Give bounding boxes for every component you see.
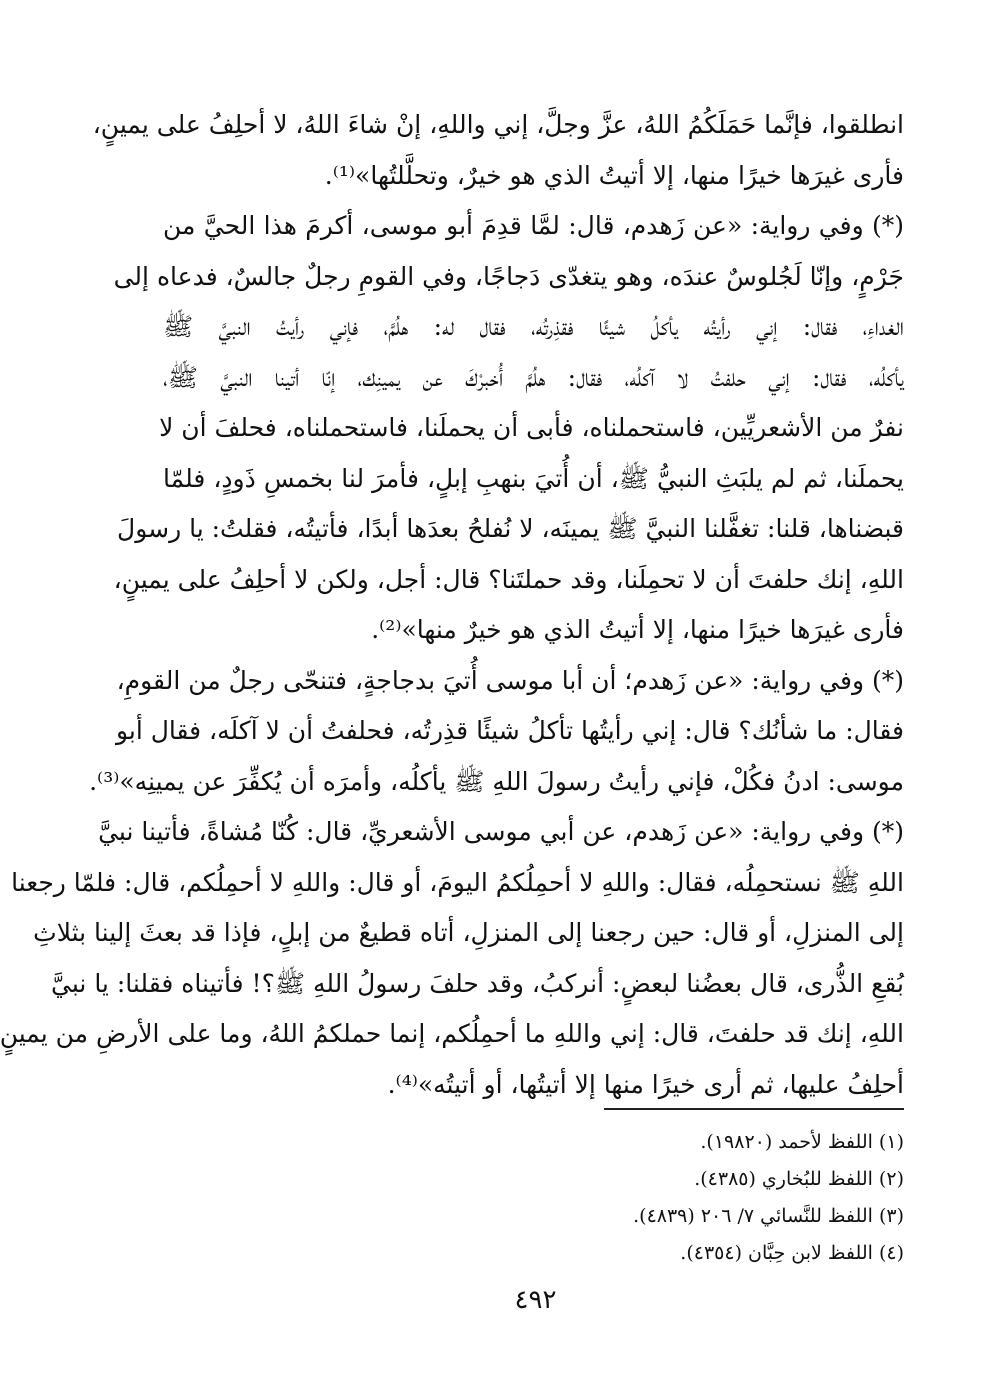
text-line: يحملَنا، ثم لم يلبَثِ النبيُّ ﷺ، أن أُتيَ بنهبِ إبلٍ، فأمرَ لنا بخمسِ ذَودٍ، فلمّا	[163, 463, 904, 493]
text-line: نفرٌ من الأشعريِّين، فاستحملناه، فأبى أن يحملَنا، فاستحملناه، فحلفَ أن لا	[159, 413, 904, 442]
text-line: بُقعِ الذُّرى، قال بعضُنا لبعضٍ: أنركبُ، وقد حلفَ رسولُ اللهِ ﷺ؟! فأتيناه فقلنا: يا نبيَّ	[51, 968, 904, 998]
footnote: (١) اللفظ لأحمد (١٩٨٢٠).	[700, 1131, 904, 1153]
text-line: موسى: ادنُ فكُلْ، فإني رأيتُ رسولَ اللهِ ﷺ يأكلُه، وأمرَه أن يُكفِّرَ عن يمينِه»⁽³⁾.	[89, 766, 904, 796]
footnote-divider	[604, 1108, 904, 1110]
footnote: (٤) اللفظ لابن حِبَّان (٤٣٥٤).	[680, 1242, 904, 1264]
text-line: اللهِ، إنك قد حلفتَ، قال: إني واللهِ ما أحمِلُكم، إنما حملكمُ اللهُ، وما على الأرضِ من يمينٍ	[0, 1019, 904, 1048]
text-line: (*) وفي رواية: «عن زَهدم، عن أبي موسى الأشعريِّ، قال: كُنّا مُشاةً، فأتينا نبيَّ	[98, 817, 904, 846]
text-line: اللهِ، إنك حلفتَ أن لا تحمِلَنا، وقد حملتَنا؟ قال: أجل، ولكن لا أحلِفُ على يمينٍ،	[113, 564, 904, 594]
text-line: الغداءِ، فقال: إني رأيتُه يأكلُ شيئًا فقذِرتُه، فقال له: هلُمَّ، فإني رأيتُ النبيَّ ﷺ	[163, 312, 904, 341]
text-line: جَرْمٍ، وإنّا لَجُلوسٌ عندَه، وهو يتغدّى دَجاجًا، وفي القومِ رجلٌ جالسٌ، فدعاه إلى	[113, 261, 904, 291]
text-line: أحلِفُ عليها، ثم أرى خيرًا منها إلا أتيتُها، أو أتيتُه»⁽⁴⁾.	[387, 1069, 904, 1099]
text-line: قبضناها، قلنا: تغفَّلنا النبيَّ ﷺ يمينَه، لا نُفلحُ بعدَها أبدًا، فأتيتُه، فقلتُ: يا رسولَ	[117, 514, 904, 543]
text-line: (*) وفي رواية: «عن زَهدم؛ أن أبا موسى أُتيَ بدجاجةٍ، فتنحّى رجلٌ من القومِ،	[116, 665, 904, 695]
page-number: ٤٩٢	[514, 1285, 557, 1315]
text-line: اللهِ ﷺ نستحمِلُه، فقال: واللهِ لا أحمِلُكمُ اليومَ، أو قال: واللهِ لا أحمِلُكم، قال: فلمّا رجعنا	[11, 867, 904, 897]
hadith-body-text	[0, 100, 904, 1110]
text-line: فأرى غيرَها خيرًا منها، إلا أتيتُ الذي هو خيرٌ، وتحلَّلتُها»⁽¹⁾.	[324, 160, 904, 190]
text-line: فأرى غيرَها خيرًا منها، إلا أتيتُ الذي هو خيرٌ منها»⁽²⁾.	[371, 615, 904, 644]
text-line: فقال: ما شأنُك؟ قال: إني رأيتُها تأكلُ شيئًا قذِرتُه، فحلفتُ أن لا آكلَه، فقال أبو	[115, 716, 904, 745]
text-line: إلى المنزلِ، أو قال: حين رجعنا إلى المنزلِ، أتاه قطيعٌ من إبلٍ، فإذا قد بعثَ إلينا بثلاثِ	[33, 918, 904, 947]
text-line: انطلقوا، فإنَّما حَمَلَكُمُ اللهُ، عزَّ وجلَّ، إني واللهِ، إنْ شاءَ اللهُ، لا أحلِفُ على يمينٍ،	[92, 110, 904, 139]
footnotes	[163, 1124, 904, 1272]
text-line: (*) وفي رواية: «عن زَهدم، قال: لمَّا قدِمَ أبو موسى، أكرمَ هذا الحيَّ من	[163, 211, 904, 240]
text-line: يأكلُه، فقال: إني حلفتُ لا آكلُه، فقال: هلُمَّ أُخبرْكَ عن يمينِك، إنّا أتينا النبيَّ ﷺ،	[163, 362, 904, 392]
footnote: (٢) اللفظ للبُخاري (٤٣٨٥).	[694, 1168, 904, 1190]
footnote: (٣) اللفظ للنَّسائي ٧/ ٢٠٦ (٤٨٣٩).	[633, 1205, 904, 1227]
